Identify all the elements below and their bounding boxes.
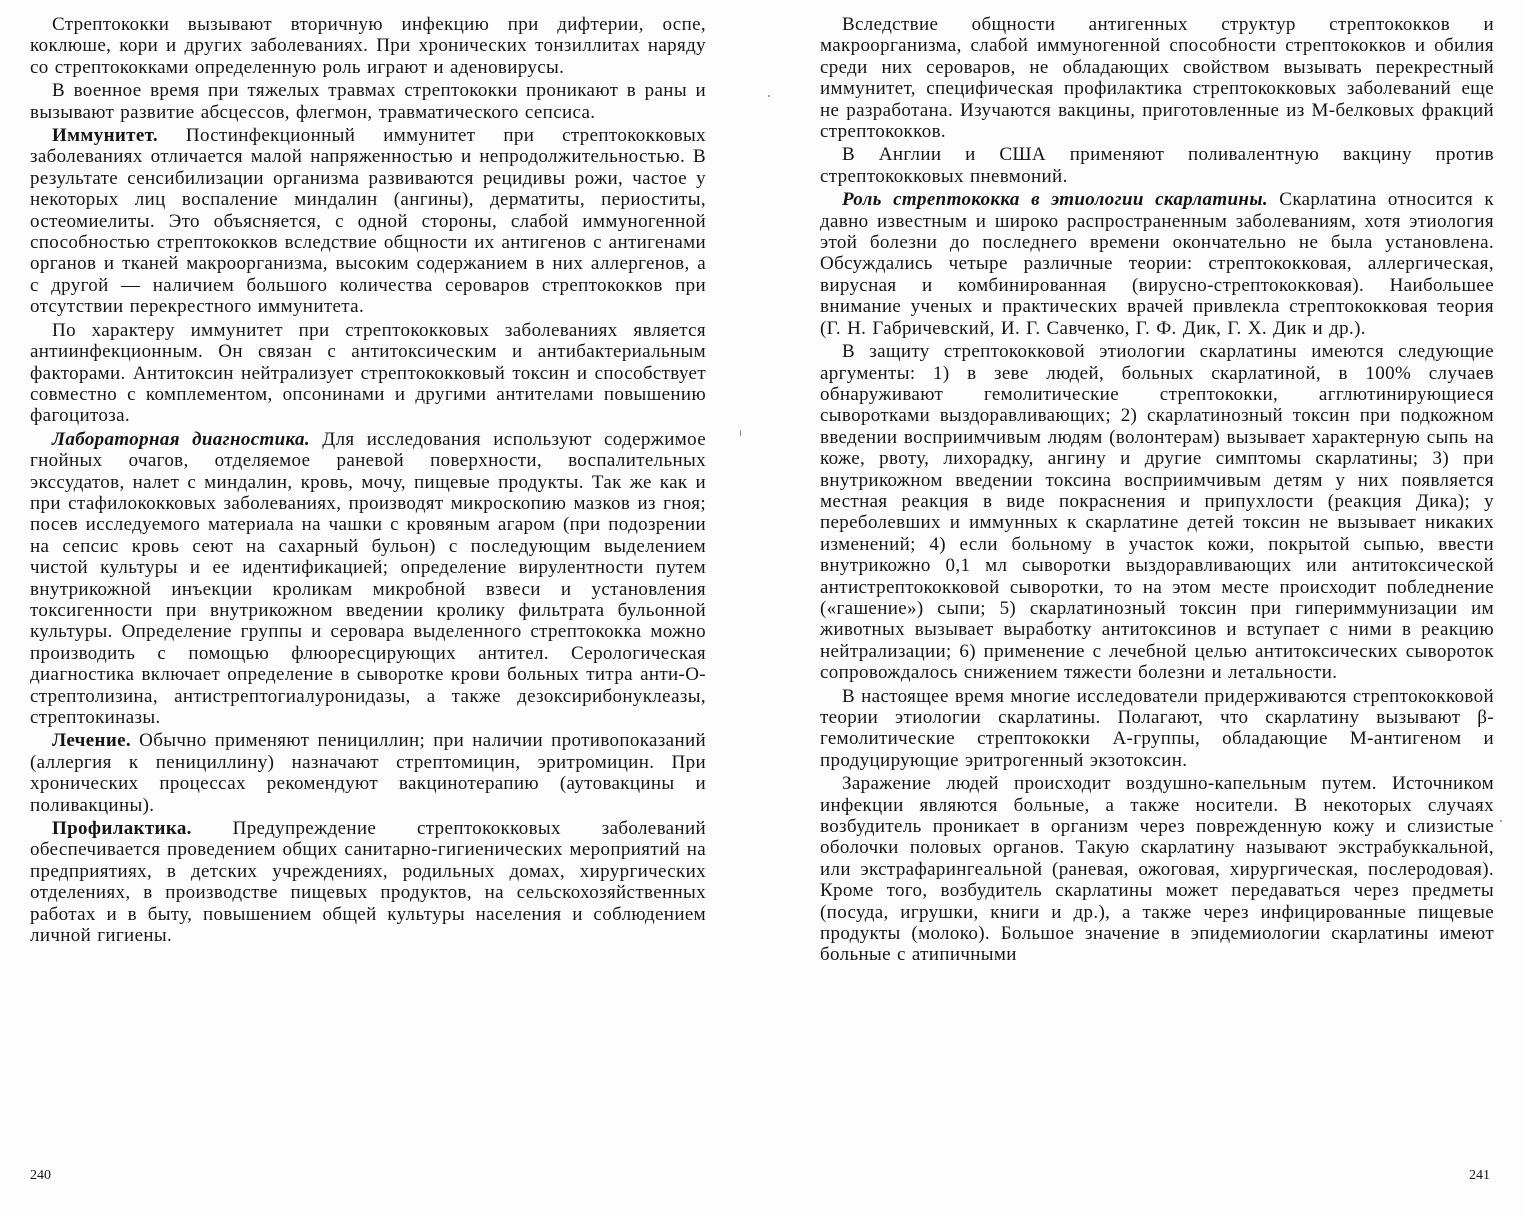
left-paragraph-1 xyxy=(30,14,706,78)
page-number-left: 240 xyxy=(30,1168,51,1183)
paragraph-text: Заражение людей происходит воздушно-капельным путем. Источником инфекции являются больные, а также носители. В некоторых случаях возбудитель проникает в организм через поврежденную кожу и слизистые оболочки половых органов. Такую скарлатину называют экстрабуккальной, или экстрафарингеальной (раневая, ожоговая, хирургическая, послеродовая). Кроме того, возбудитель скарлатины может передаваться через предметы (посуда, игрушки, книги и др.), а также через инфицированные пищевые продукты (молоко). Большое значение в эпидемиологии скарлатины имеют больные с атипичными xyxy=(820,773,1494,966)
section-heading-scarlet-fever-role: Роль стрептококка в этиологии скарлатины. xyxy=(842,189,1268,211)
left-paragraph-treatment xyxy=(30,730,706,816)
left-paragraph-lab-diagnostics xyxy=(30,429,706,729)
paragraph-text: В защиту стрептококковой этиологии скарлатины имеются следующие аргументы: 1) в зеве людей, больных скарлатиной, в 100% случаев обнаруживают гемолитические стрептококки, агглютинирующиеся сыворотками выздоравливающих; 2) скарлатинозный токсин при подкожном введении восприимчивым людям (волонтерам) вызывает характерную сыпь на коже, рвоту, лихорадку, ангину и другие симптомы скарлатины; 3) при внутрикожном введении токсина восприимчивым детям у них появляется местная реакция в виде покраснения и припухлости (реакция Дика); у переболевших и иммунных к скарлатине детей токсин не вызывает никаких изменений; 4) если больному в участок кожи, покрытой сыпью, ввести внутрикожно 0,1 мл сыворотки выздоравливающих или антитоксической антистрептококковой сыворотки, то на этом месте происходит побледнение («гашение») сыпи; 5) скарлатинозный токсин при гипериммунизации им животных вызывает выработку антитоксинов и вступает с ними в реакцию нейтрализации; 6) применение с лечебной целью антитоксических сывороток сопровождалось снижением тяжести болезни и летальности. xyxy=(820,341,1494,684)
right-paragraph-4 xyxy=(820,341,1494,684)
left-paragraph-4 xyxy=(30,320,706,427)
right-paragraph-5 xyxy=(820,686,1494,772)
section-heading-lab-diagnostics: Лабораторная диагностика. xyxy=(52,428,311,450)
paragraph-text: Постинфекционный иммунитет при стрептококковых заболеваниях отличается малой напряженностью и непродолжительностью. В результате сенсибилизации организма развиваются рецидивы рожи, частое у некоторых лиц воспаление миндалин (ангины), дерматиты, периоститы, остеомиелиты. Это объясняется, с одной стороны, слабой иммуногенной способностью стрептококков вследствие общности их антигенов с антигенами органов и тканей макроорганизма, высоким содержанием в них аллергенов, а с другой — наличием большого количества сероваров стрептококков при отсутствии перекрестного иммунитета. xyxy=(30,125,706,318)
right-paragraph-6 xyxy=(820,773,1494,966)
paragraph-text: В Англии и США применяют поливалентную вакцину против стрептококковых пневмоний. xyxy=(820,144,1494,187)
section-heading-prevention: Профилактика. xyxy=(52,818,192,840)
page-number-right: 241 xyxy=(1469,1168,1490,1183)
paragraph-text: В настоящее время многие исследователи придерживаются стрептококковой теории этиологии скарлатины. Полагают, что скарлатину вызывают β-гемолитические стрептококки А-группы, обладающие М-антигеном и продуцирующие эритрогенный экзотоксин. xyxy=(820,685,1494,771)
paragraph-text: По характеру иммунитет при стрептококковых заболеваниях является антиинфекционным. Он связан с антитоксическим и антибактериальным факторами. Антитоксин нейтрализует стрептококковый токсин и способствует совместно с комплементом, опсонинами и другими антителами повышению фагоцитоза. xyxy=(30,319,706,427)
right-paragraph-2 xyxy=(820,144,1494,187)
left-paragraph-2 xyxy=(30,80,706,123)
paragraph-text: Стрептококки вызывают вторичную инфекцию при дифтерии, оспе, коклюше, кори и других заболеваниях. При хронических тонзиллитах наряду со стрептококками определенную роль играют и аденовирусы. xyxy=(30,14,706,78)
left-paragraph-prevention xyxy=(30,818,706,946)
left-paragraph-immunity xyxy=(30,125,706,318)
scan-speck xyxy=(740,430,741,436)
paragraph-text: Предупреждение стрептококковых заболеваний обеспечивается проведением общих санитарно-гигиенических мероприятий на предприятиях, в детских учреждениях, родильных домах, хирургических отделениях, в производстве пищевых продуктов, на сельскохозяйственных работах и в быту, повышением общей культуры населения и соблюдением личной гигиены. xyxy=(30,818,706,947)
paragraph-text: Вследствие общности антигенных структур стрептококков и макроорганизма, слабой иммуногенной способности стрептококков и обилия среди них сероваров, не обладающих свойством вызывать перекрестный иммунитет, специфическая профилактика стрептококковых заболеваний еще не разработана. Изучаются вакцины, приготовленные из М-белковых фракций стрептококков. xyxy=(820,14,1494,143)
scan-speck xyxy=(1500,820,1502,822)
right-paragraph-1 xyxy=(820,14,1494,142)
paragraph-text: Для исследования используют содержимое гнойных очагов, отделяемое раневой поверхности, воспалительных экссудатов, налет с миндалин, кровь, мочу, пищевые продукты. Так же как и при стафилококковых заболеваниях, производят микроскопию мазков из гноя; посев исследуемого материала на чашки с кровяным агаром (при подозрении на сепсис кровь сеют на сахарный бульон) с последующим выделением чистой культуры и ее идентификацией; определение вирулентности путем внутрикожной инъекции кроликам микробной взвеси и установления токсигенности при внутрикожном введении кролику фильтрата бульонной культуры. Определение группы и серовара выделенного стрептококка можно производить с помощью флюоресцирующих антител. Серологическая диагностика включает определение в сыворотке крови больных титра анти-О-стрептолизина, антистрептогиалуронидазы, а также дезоксирибонуклеазы, стрептокиназы. xyxy=(30,428,706,728)
paragraph-text: Скарлатина относится к давно известным и широко распространенным заболеваниям, хотя этиология этой болезни до последнего времени окончательно не была установлена. Обсуждались четыре различные теории: стрептококковая, аллергическая, вирусная и комбинированная (вирусно-стрептококковая). Наибольшее внимание ученых и практических врачей привлекла стрептококковая теория (Г. Н. Габричевский, И. Г. Савченко, Г. Ф. Дик, Г. Х. Дик и др.). xyxy=(820,189,1494,339)
scan-speck xyxy=(768,95,770,97)
right-page xyxy=(820,14,1494,1204)
left-page xyxy=(30,14,706,1204)
section-heading-treatment: Лечение. xyxy=(52,730,132,752)
paragraph-text: Обычно применяют пенициллин; при наличии противопоказаний (аллергия к пенициллину) назначают стрептомицин, эритромицин. При хронических процессах рекомендуют вакцинотерапию (аутовакцины и поливакцины). xyxy=(30,730,706,816)
section-heading-immunity: Иммунитет. xyxy=(52,125,158,147)
right-paragraph-scarlet-fever-role xyxy=(820,189,1494,339)
paragraph-text: В военное время при тяжелых травмах стрептококки проникают в раны и вызывают развитие абсцессов, флегмон, травматического сепсиса. xyxy=(30,80,706,123)
